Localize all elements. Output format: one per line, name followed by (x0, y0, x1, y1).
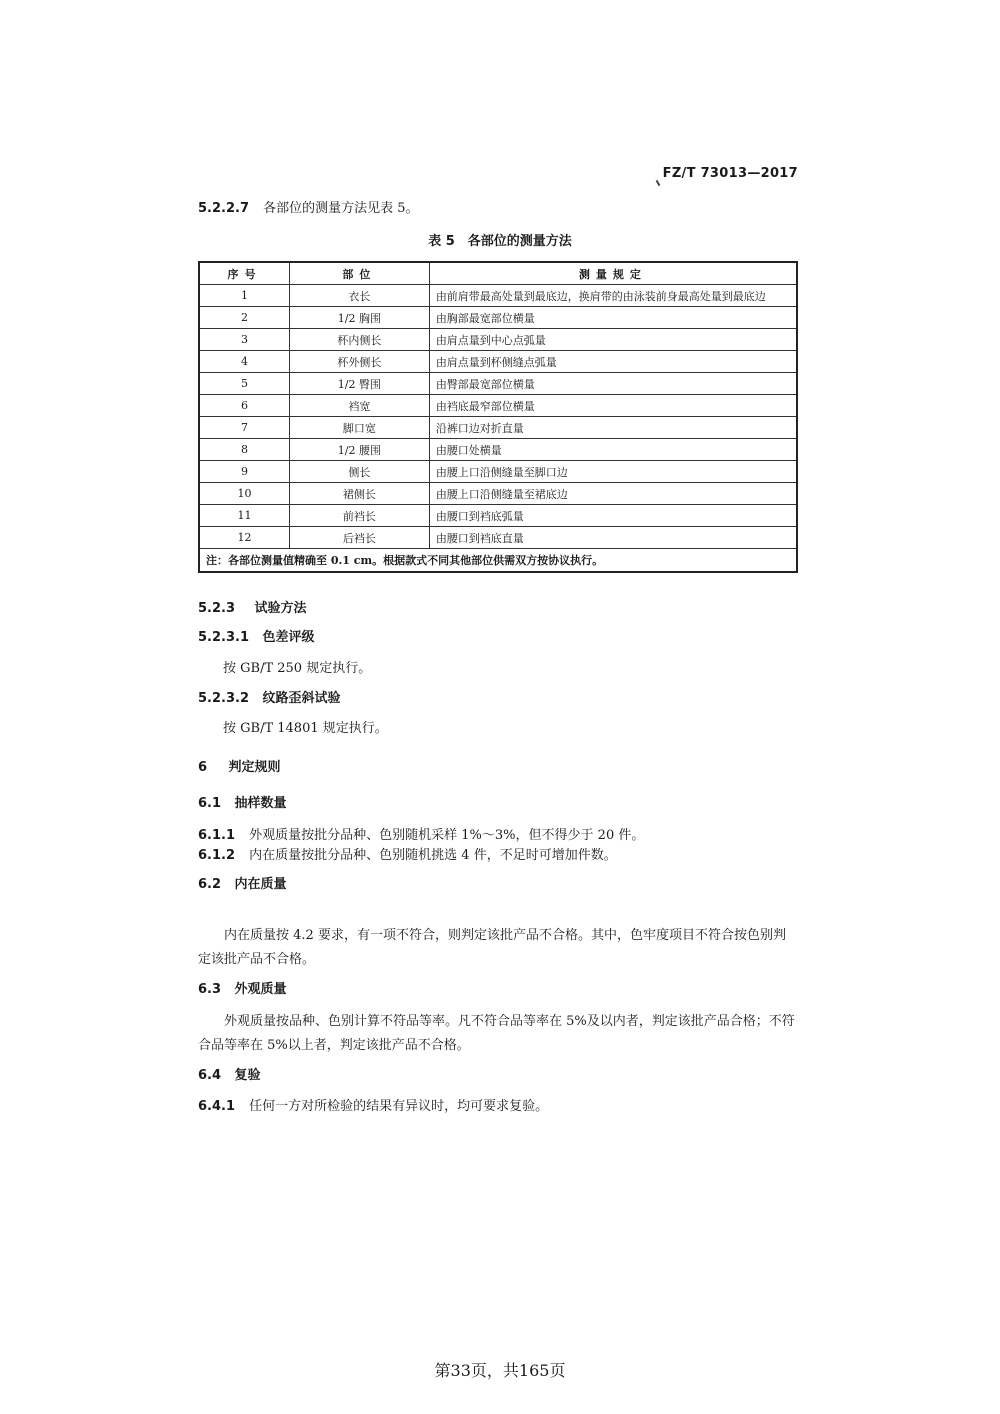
column-header-rule: 测量规定 (429, 262, 797, 285)
heading-6-4 (198, 1067, 261, 1085)
heading-title: 纹路歪斜试验 (262, 691, 341, 706)
page-number: 第33页，共165页 (434, 1361, 566, 1380)
row-rule: 由肩点量到中心点弧量 (429, 329, 797, 351)
clause-number: 6.4.1 (198, 1099, 236, 1114)
heading-5-2-3-2 (198, 690, 341, 708)
paragraph-6-3: 外观质量按品种、色别计算不符品等率。凡不符合品等率在 5%及以内者，判定该批产品合格；不符合品等率在 5%以上者，判定该批产品不合格。 (198, 1014, 795, 1053)
standard-code: FZ/T 73013—2017 (662, 166, 798, 181)
column-header-part: 部位 (289, 262, 429, 285)
heading-6 (198, 759, 281, 777)
row-no: 3 (199, 329, 289, 351)
heading-title: 色差评级 (262, 630, 315, 645)
row-rule: 由腰口到裆底直量 (429, 527, 797, 549)
paragraph-5-2-3-2: 按 GB/T 14801 规定执行。 (223, 721, 388, 736)
heading-title: 试验方法 (254, 601, 307, 616)
row-no: 12 (199, 527, 289, 549)
table-row (199, 483, 797, 505)
table-title: 表 5 各部位的测量方法 (428, 234, 572, 249)
column-header-no: 序号 (199, 262, 289, 285)
heading-6-2 (198, 876, 287, 894)
heading-number: 5.2.3 (198, 601, 236, 616)
row-part: 杯内侧长 (289, 329, 429, 351)
row-rule: 由裆底最窄部位横量 (429, 395, 797, 417)
clause-number: 6.1.1 (198, 828, 236, 843)
row-part: 侧长 (289, 461, 429, 483)
heading-5-2-3 (198, 600, 307, 618)
table-header-row (199, 262, 797, 285)
heading-number: 5.2.3.1 (198, 630, 249, 645)
row-rule: 由腰上口沿侧缝量至裙底边 (429, 483, 797, 505)
clause-text: 各部位的测量方法见表 5。 (263, 201, 419, 216)
row-no: 11 (199, 505, 289, 527)
row-rule: 由胸部最宽部位横量 (429, 307, 797, 329)
row-part: 1/2 胸围 (289, 307, 429, 329)
heading-number: 6 (198, 760, 208, 775)
row-rule: 由腰口到裆底弧量 (429, 505, 797, 527)
row-rule: 沿裤口边对折直量 (429, 417, 797, 439)
row-no: 7 (199, 417, 289, 439)
table-row (199, 461, 797, 483)
heading-title: 复验 (234, 1068, 261, 1083)
clause-text: 任何一方对所检验的结果有异议时，均可要求复验。 (249, 1099, 549, 1114)
row-part: 后裆长 (289, 527, 429, 549)
paragraph-5-2-3-1: 按 GB/T 250 规定执行。 (223, 661, 372, 676)
clause-number: 5.2.2.7 (198, 201, 249, 216)
table-note: 注：各部位测量值精确至 0.1 cm。根据款式不同其他部位供需双方按协议执行。 (199, 549, 797, 573)
clause-text: 外观质量按批分品种、色别随机采样 1%～3%，但不得少于 20 件。 (249, 828, 645, 843)
heading-6-3 (198, 981, 287, 999)
heading-number: 5.2.3.2 (198, 691, 249, 706)
heading-title: 外观质量 (234, 982, 287, 997)
row-no: 9 (199, 461, 289, 483)
table-row (199, 505, 797, 527)
table-row (199, 395, 797, 417)
table-row (199, 417, 797, 439)
row-rule: 由肩点量到杯侧缝点弧量 (429, 351, 797, 373)
row-part: 裙侧长 (289, 483, 429, 505)
table-row (199, 527, 797, 549)
heading-title: 抽样数量 (234, 796, 287, 811)
table-row (199, 373, 797, 395)
row-part: 脚口宽 (289, 417, 429, 439)
scan-mark (656, 180, 661, 186)
measurement-table (198, 261, 798, 573)
row-no: 8 (199, 439, 289, 461)
row-no: 5 (199, 373, 289, 395)
clause-5-2-2-7 (198, 200, 419, 218)
row-no: 10 (199, 483, 289, 505)
row-part: 前裆长 (289, 505, 429, 527)
table-row (199, 307, 797, 329)
heading-5-2-3-1 (198, 629, 315, 647)
row-no: 4 (199, 351, 289, 373)
clause-6-1-2 (198, 847, 617, 865)
table-row (199, 351, 797, 373)
heading-number: 6.2 (198, 877, 222, 892)
clause-6-4-1 (198, 1098, 548, 1116)
row-part: 裆宽 (289, 395, 429, 417)
row-no: 1 (199, 285, 289, 307)
row-rule: 由前肩带最高处量到最底边，换肩带的由泳装前身最高处量到最底边 (429, 285, 797, 307)
row-rule: 由臀部最宽部位横量 (429, 373, 797, 395)
heading-number: 6.1 (198, 796, 222, 811)
table-row (199, 439, 797, 461)
clause-text: 内在质量按批分品种、色别随机挑选 4 件，不足时可增加件数。 (249, 848, 617, 863)
row-part: 杯外侧长 (289, 351, 429, 373)
row-rule: 由腰上口沿侧缝量至脚口边 (429, 461, 797, 483)
table-row (199, 285, 797, 307)
heading-number: 6.3 (198, 982, 222, 997)
heading-title: 内在质量 (234, 877, 287, 892)
row-no: 6 (199, 395, 289, 417)
heading-title: 判定规则 (228, 760, 281, 775)
clause-number: 6.1.2 (198, 848, 236, 863)
table-note-row (199, 549, 797, 573)
heading-number: 6.4 (198, 1068, 222, 1083)
row-part: 1/2 臀围 (289, 373, 429, 395)
table-row (199, 329, 797, 351)
row-part: 1/2 腰围 (289, 439, 429, 461)
row-no: 2 (199, 307, 289, 329)
row-part: 衣长 (289, 285, 429, 307)
row-rule: 由腰口处横量 (429, 439, 797, 461)
paragraph-6-2: 内在质量按 4.2 要求，有一项不符合，则判定该批产品不合格。其中，色牢度项目不符合按色别判定该批产品不合格。 (198, 928, 786, 967)
clause-6-1-1 (198, 827, 644, 845)
heading-6-1 (198, 795, 287, 813)
